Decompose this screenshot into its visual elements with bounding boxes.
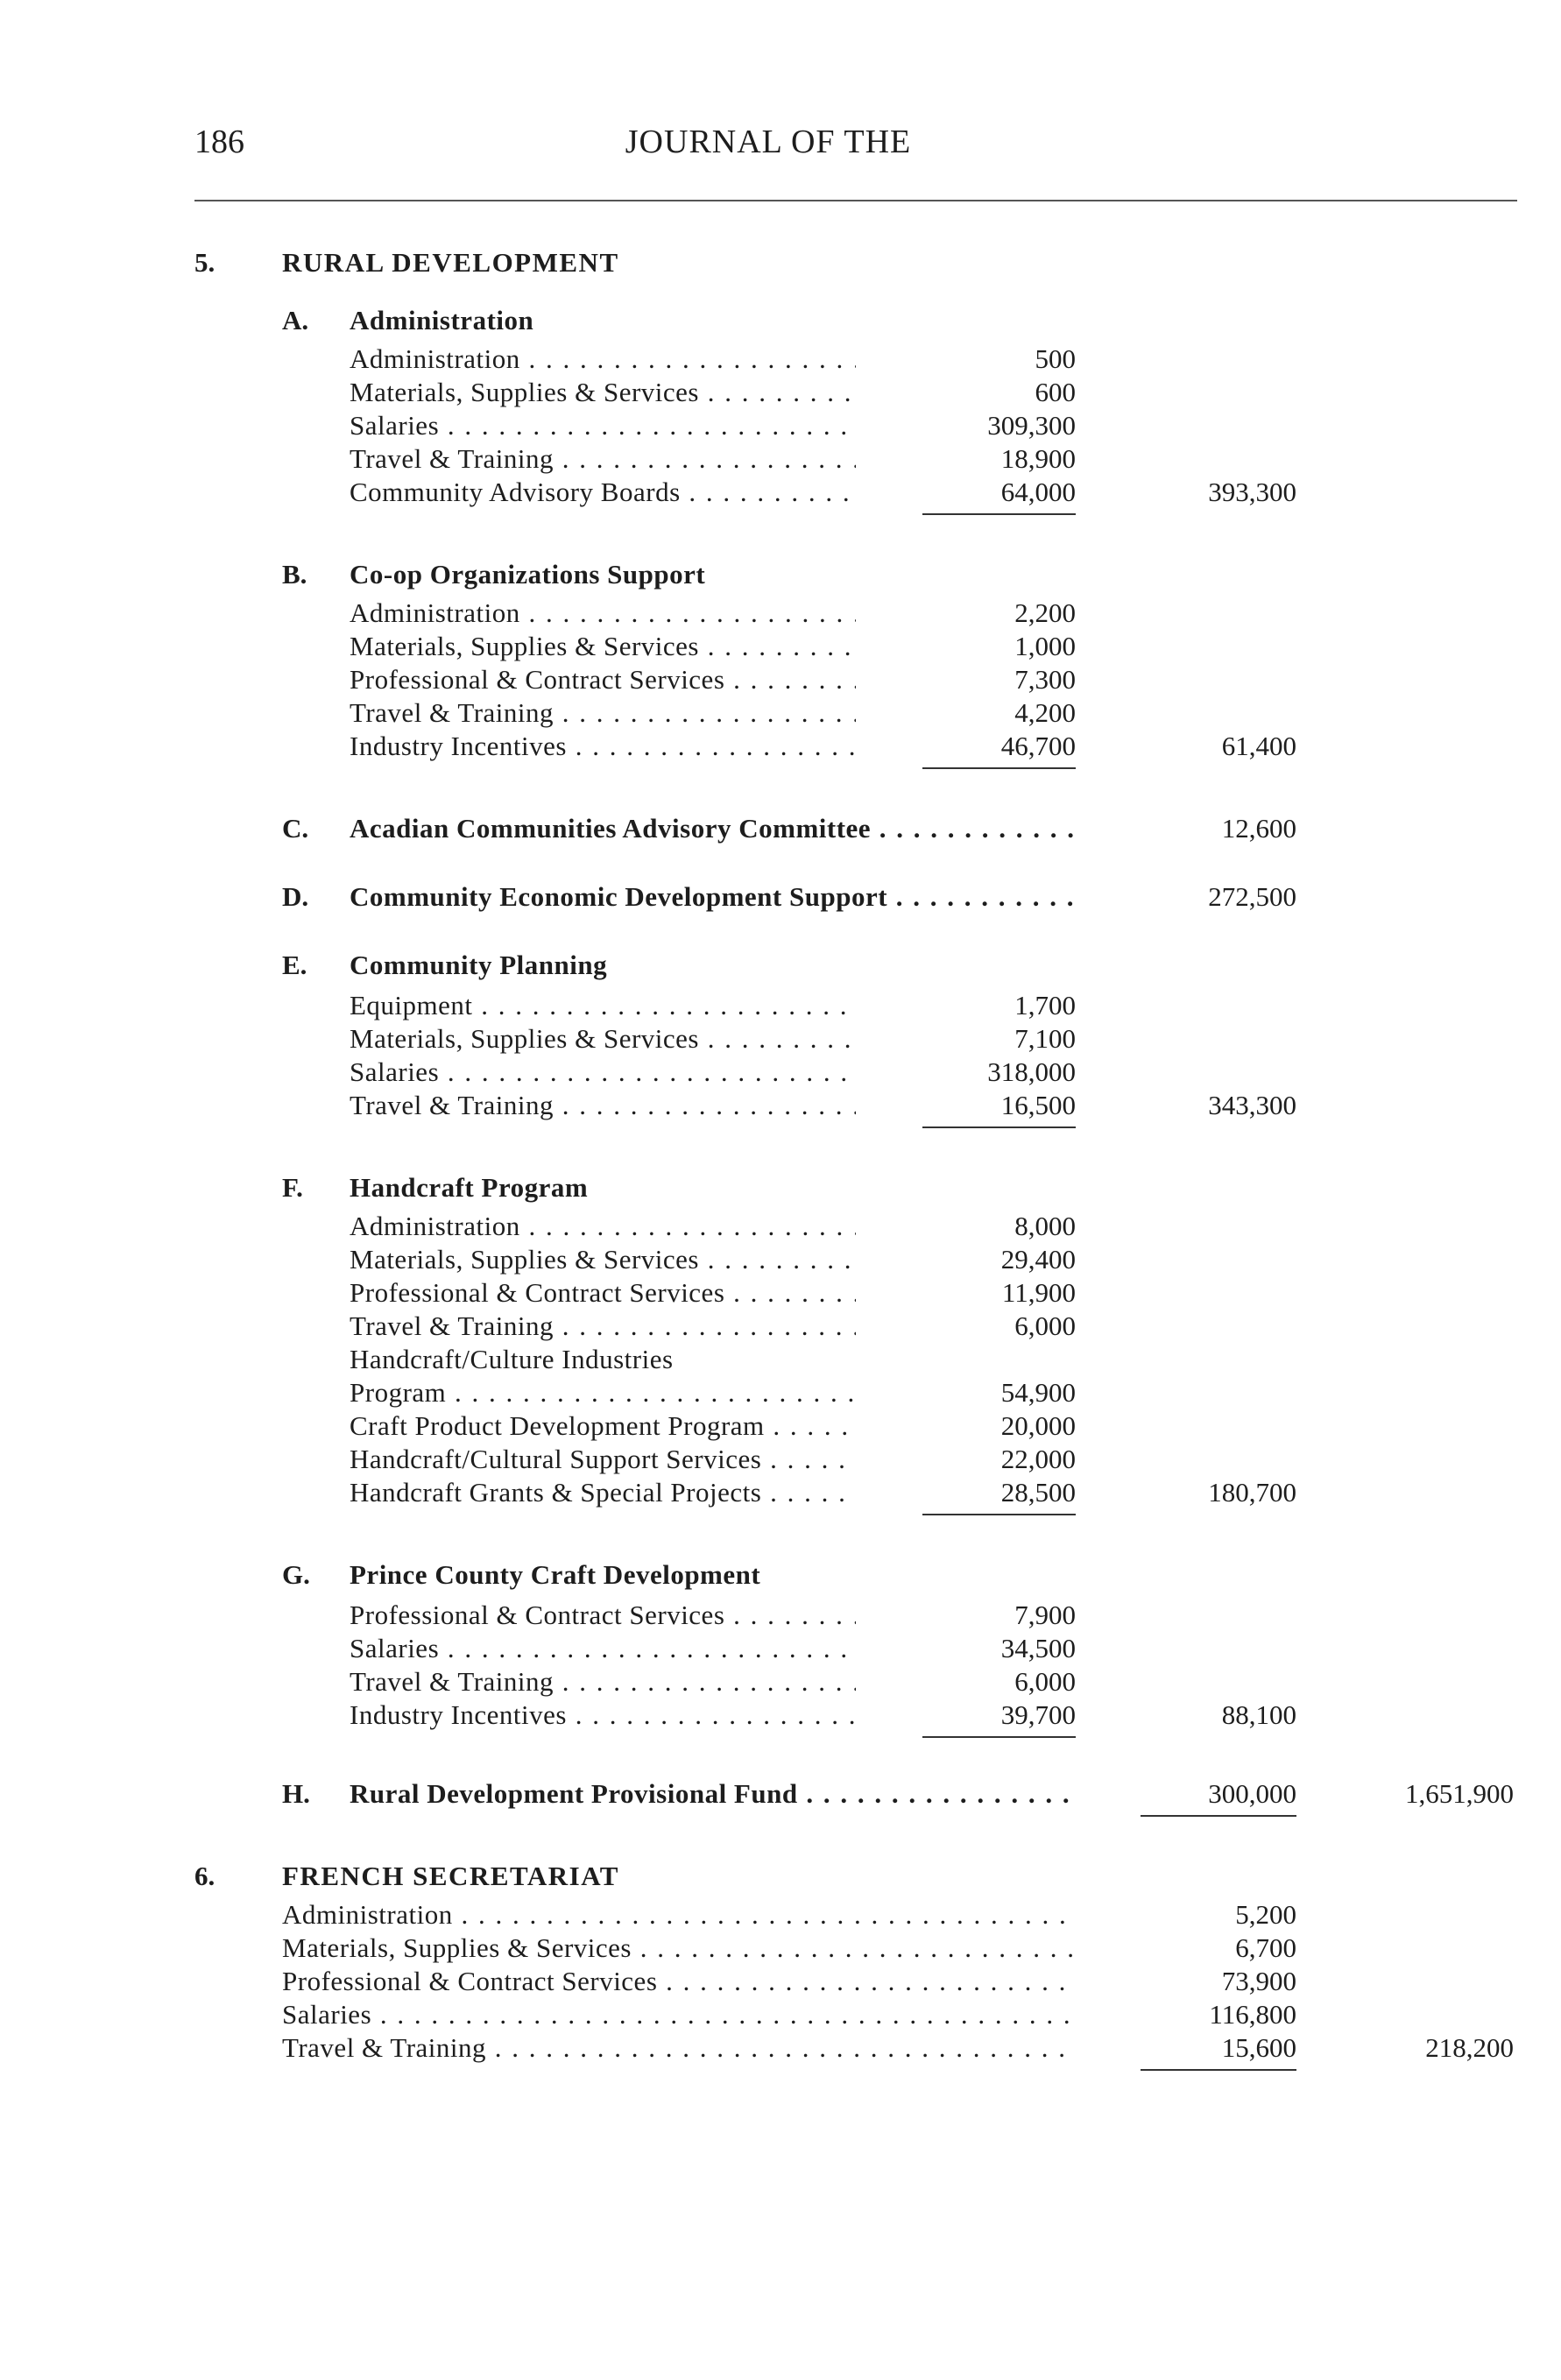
subtotal-rule bbox=[922, 1736, 1076, 1738]
item-label: Administration . . . bbox=[350, 597, 856, 629]
subsection-letter: H. bbox=[282, 1778, 310, 1809]
item-amount: 73,900 bbox=[1221, 1966, 1296, 1996]
item-label: Salaries . . . bbox=[282, 1999, 1076, 2030]
line-item bbox=[0, 1090, 1561, 1123]
item-label: Handcraft Grants & Special Projects . . . bbox=[350, 1477, 856, 1508]
item-amount: 16,500 bbox=[1000, 1090, 1076, 1120]
item-amount: 318,000 bbox=[987, 1056, 1076, 1087]
subsection-title: Rural Development Provisional Fund . . . bbox=[350, 1778, 1077, 1810]
item-label: Travel & Training . . . bbox=[350, 1310, 856, 1342]
item-amount: 6,000 bbox=[1014, 1310, 1076, 1341]
item-label: Administration . . . bbox=[350, 343, 856, 375]
line-item bbox=[0, 1444, 1561, 1477]
item-label: Handcraft/Cultural Support Services . . . bbox=[350, 1444, 856, 1475]
subtotal-rule bbox=[1141, 2069, 1296, 2071]
line-item bbox=[0, 1899, 1561, 1932]
item-label: Program . . . bbox=[350, 1377, 856, 1409]
subsection-letter: G. bbox=[282, 1559, 310, 1590]
subtotal-rule bbox=[922, 1126, 1076, 1128]
subtotal-amount: 88,100 bbox=[1221, 1699, 1296, 1730]
subtotal-rule bbox=[922, 1514, 1076, 1515]
header-rule bbox=[194, 200, 1517, 201]
subtotal-amount: 61,400 bbox=[1221, 731, 1296, 761]
item-amount: 7,300 bbox=[1014, 664, 1076, 695]
line-item bbox=[0, 1277, 1561, 1310]
line-item bbox=[0, 664, 1561, 697]
item-label: Professional & Contract Services . . . bbox=[350, 664, 856, 696]
item-label: Travel & Training . . . bbox=[350, 697, 856, 729]
item-amount: 7,100 bbox=[1014, 1023, 1076, 1054]
item-amount: 64,000 bbox=[1000, 477, 1076, 507]
item-amount: 500 bbox=[1035, 343, 1076, 374]
item-amount: 34,500 bbox=[1000, 1633, 1076, 1663]
item-label: Equipment . . . bbox=[350, 990, 856, 1021]
subsection-title: Prince County Craft Development bbox=[350, 1559, 761, 1590]
subsection-title: Handcraft Program bbox=[350, 1172, 589, 1203]
line-item bbox=[0, 1244, 1561, 1277]
item-amount: 4,200 bbox=[1014, 697, 1076, 728]
line-item bbox=[0, 697, 1561, 731]
item-label: Travel & Training . . . bbox=[350, 443, 856, 475]
line-item bbox=[0, 1310, 1561, 1344]
subsection-letter: A. bbox=[282, 305, 309, 335]
line-item bbox=[0, 2032, 1561, 2066]
line-item bbox=[0, 443, 1561, 477]
line-item bbox=[0, 631, 1561, 664]
subtotal-amount: 343,300 bbox=[1208, 1090, 1296, 1120]
line-item bbox=[0, 1023, 1561, 1056]
item-label: Craft Product Development Program . . . bbox=[350, 1410, 856, 1442]
subsection-title: Administration bbox=[350, 305, 534, 335]
item-label: Community Advisory Boards . . . bbox=[350, 477, 856, 508]
line-item bbox=[0, 990, 1561, 1023]
item-amount: 600 bbox=[1035, 377, 1076, 407]
item-label: Salaries . . . bbox=[350, 1056, 856, 1088]
subsection-letter: C. bbox=[282, 813, 309, 844]
subsection-title: Co-op Organizations Support bbox=[350, 559, 706, 590]
line-item bbox=[0, 1966, 1561, 1999]
journal-title: JOURNAL OF THE bbox=[625, 124, 912, 160]
line-item bbox=[0, 343, 1561, 377]
item-amount: 2,200 bbox=[1014, 597, 1076, 628]
line-item bbox=[0, 1477, 1561, 1510]
item-amount: 1,000 bbox=[1014, 631, 1076, 661]
item-label: Travel & Training . . . bbox=[350, 1666, 856, 1698]
item-amount: 8,000 bbox=[1014, 1211, 1076, 1241]
line-item bbox=[0, 1600, 1561, 1633]
item-label: Industry Incentives . . . bbox=[350, 1699, 856, 1731]
subtotal-rule bbox=[1141, 1815, 1296, 1817]
line-item bbox=[0, 1410, 1561, 1444]
line-item bbox=[0, 1999, 1561, 2032]
section-number: 6. bbox=[194, 1861, 215, 1891]
item-amount: 39,700 bbox=[1000, 1699, 1076, 1730]
subtotal-amount: 300,000 bbox=[1208, 1778, 1296, 1809]
subtotal-rule bbox=[922, 513, 1076, 515]
line-item bbox=[0, 477, 1561, 510]
item-label: Travel & Training . . . bbox=[282, 2032, 1076, 2064]
subsection-title: Community Planning bbox=[350, 950, 608, 980]
item-amount: 15,600 bbox=[1221, 2032, 1296, 2063]
subtotal-rule bbox=[922, 767, 1076, 769]
item-amount: 28,500 bbox=[1000, 1477, 1076, 1508]
line-item bbox=[0, 1211, 1561, 1244]
line-item bbox=[0, 813, 1561, 846]
line-item bbox=[0, 1056, 1561, 1090]
item-label: Handcraft/Culture Industries bbox=[350, 1344, 674, 1374]
subtotal-amount: 272,500 bbox=[1208, 881, 1296, 912]
page-number: 186 bbox=[194, 124, 244, 160]
item-amount: 18,900 bbox=[1000, 443, 1076, 474]
item-amount: 29,400 bbox=[1000, 1244, 1076, 1275]
line-item bbox=[0, 1778, 1561, 1811]
item-label: Professional & Contract Services . . . bbox=[350, 1600, 856, 1631]
subtotal-amount: 12,600 bbox=[1221, 813, 1296, 844]
item-amount: 6,000 bbox=[1014, 1666, 1076, 1697]
section-title: RURAL DEVELOPMENT bbox=[282, 247, 619, 278]
line-item bbox=[0, 1633, 1561, 1666]
line-item bbox=[0, 1666, 1561, 1699]
item-label: Salaries . . . bbox=[350, 1633, 856, 1664]
item-amount: 1,700 bbox=[1014, 990, 1076, 1021]
section-number: 5. bbox=[194, 247, 215, 278]
subsection-letter: D. bbox=[282, 881, 309, 912]
subsection-title: Acadian Communities Advisory Committee . . . bbox=[350, 813, 1077, 844]
item-amount: 46,700 bbox=[1000, 731, 1076, 761]
item-label: Travel & Training . . . bbox=[350, 1090, 856, 1121]
item-amount: 22,000 bbox=[1000, 1444, 1076, 1474]
item-amount: 11,900 bbox=[1001, 1277, 1076, 1308]
item-label: Salaries . . . bbox=[350, 410, 856, 441]
item-label: Materials, Supplies & Services . . . bbox=[350, 631, 856, 662]
line-item bbox=[0, 377, 1561, 410]
section-title: FRENCH SECRETARIAT bbox=[282, 1861, 619, 1891]
subsection-letter: E. bbox=[282, 950, 307, 980]
line-item bbox=[0, 1377, 1561, 1410]
item-amount: 20,000 bbox=[1000, 1410, 1076, 1441]
item-label: Administration . . . bbox=[350, 1211, 856, 1242]
item-label: Materials, Supplies & Services . . . bbox=[350, 1244, 856, 1275]
item-label: Administration . . . bbox=[282, 1899, 1076, 1931]
item-label: Industry Incentives . . . bbox=[350, 731, 856, 762]
subsection-title: Community Economic Development Support . . . bbox=[350, 881, 1077, 913]
subtotal-amount: 180,700 bbox=[1208, 1477, 1296, 1508]
line-item bbox=[0, 731, 1561, 764]
item-amount: 7,900 bbox=[1014, 1600, 1076, 1630]
section-total: 1,651,900 bbox=[1405, 1778, 1514, 1809]
item-label: Professional & Contract Services . . . bbox=[350, 1277, 856, 1309]
item-amount: 116,800 bbox=[1209, 1999, 1296, 2030]
line-item bbox=[0, 1344, 1561, 1377]
subsection-letter: B. bbox=[282, 559, 307, 590]
line-item bbox=[0, 1699, 1561, 1733]
line-item bbox=[0, 1932, 1561, 1966]
line-item bbox=[0, 410, 1561, 443]
item-amount: 6,700 bbox=[1235, 1932, 1296, 1963]
item-amount: 309,300 bbox=[987, 410, 1076, 441]
subtotal-amount: 393,300 bbox=[1208, 477, 1296, 507]
item-label: Materials, Supplies & Services . . . bbox=[350, 377, 856, 408]
item-amount: 5,200 bbox=[1235, 1899, 1296, 1930]
item-label: Materials, Supplies & Services . . . bbox=[282, 1932, 1076, 1964]
subsection-letter: F. bbox=[282, 1172, 303, 1203]
item-label: Professional & Contract Services . . . bbox=[282, 1966, 1076, 1997]
item-amount: 54,900 bbox=[1000, 1377, 1076, 1408]
item-label: Materials, Supplies & Services . . . bbox=[350, 1023, 856, 1055]
line-item bbox=[0, 881, 1561, 915]
line-item bbox=[0, 597, 1561, 631]
page-header bbox=[194, 123, 1517, 166]
section-total: 218,200 bbox=[1425, 2032, 1514, 2063]
